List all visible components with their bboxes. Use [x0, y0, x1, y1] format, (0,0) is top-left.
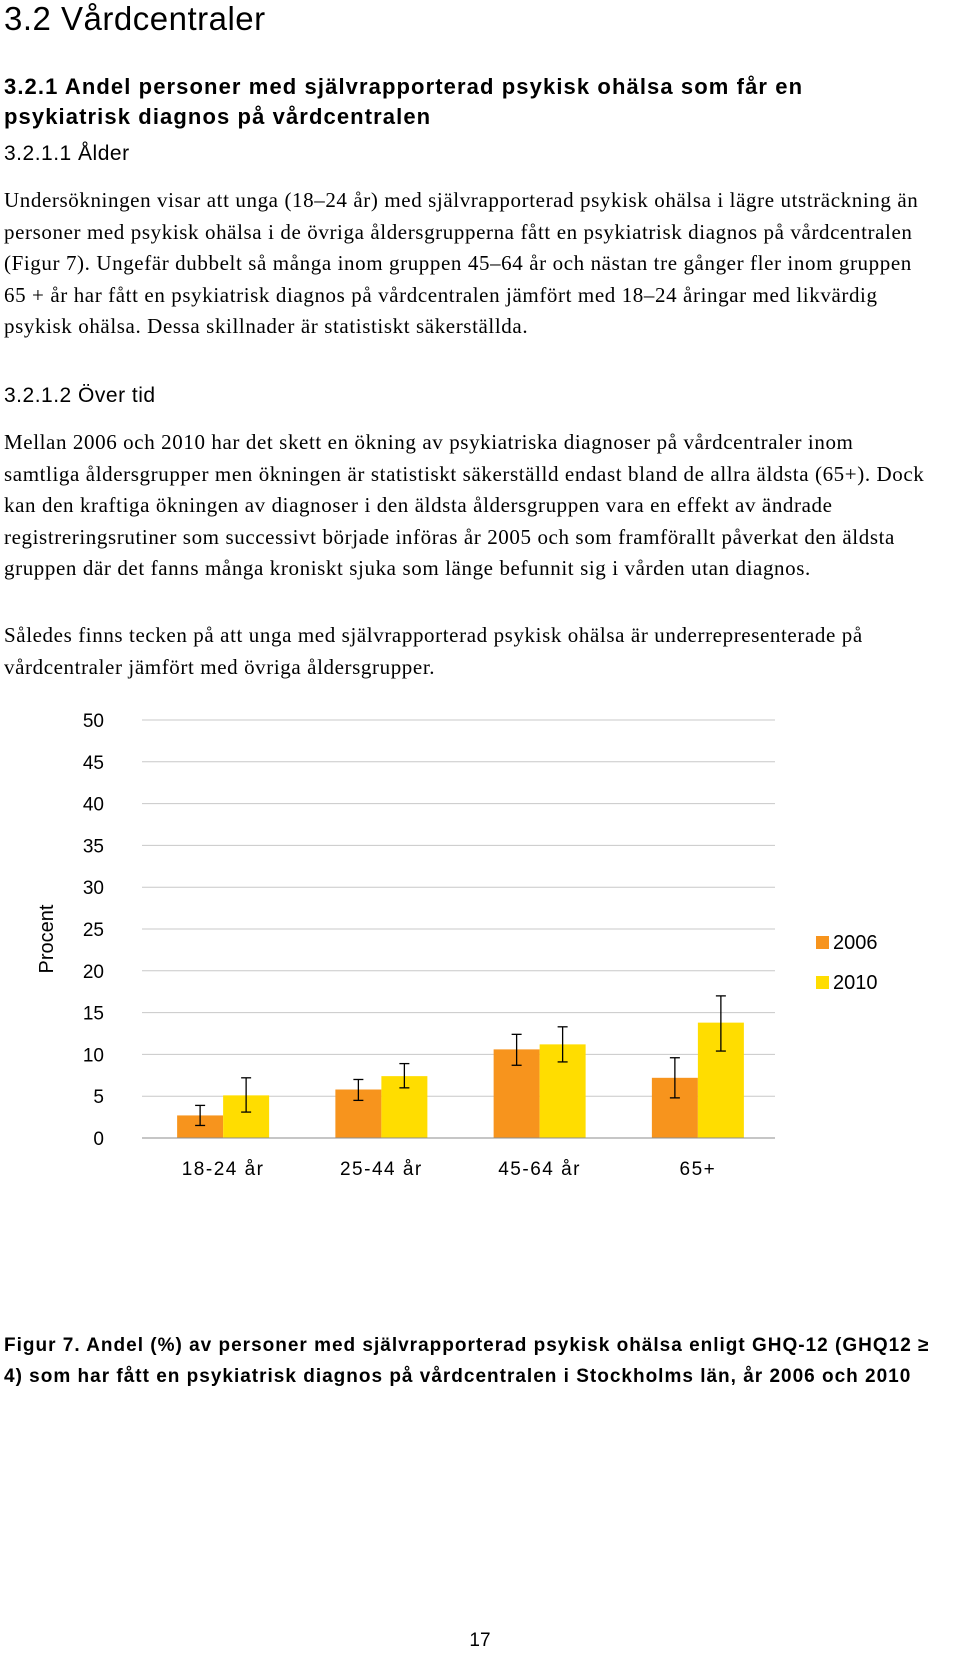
x-tick-label: 45-64 år	[498, 1159, 582, 1180]
y-tick-label: 50	[82, 711, 104, 732]
x-tick-label: 65+	[679, 1159, 717, 1180]
caption-text: Andel (%) av personer med självrapporterad psykisk ohälsa enligt GHQ-12 (GHQ12 ≥ 4) som har fått en psykiatrisk diagnos på vårdcentralen i Stockholms län, år 2006 och 2010	[4, 1335, 930, 1387]
x-tick-label: 25-44 år	[339, 1159, 423, 1180]
y-tick-label: 45	[82, 752, 104, 774]
y-tick-label: 20	[82, 961, 104, 983]
section-title: 3.2 Vårdcentraler	[4, 0, 266, 37]
age-paragraph: Undersökningen visar att unga (18–24 år) med självrapporterad psykisk ohälsa i lägre utsträckning än personer med psykisk ohälsa i de övriga åldersgrupperna fått en psykiatrisk diagnos på vårdcentralen (Figur 7). Ungefär dubbelt så många inom gruppen 45–64 år och nästan tre gånger fler inom gruppen 65 + år har fått en psykiatrisk diagnos på vårdcentralen jämfört med 18–24 åringar med likvärdig psykisk ohälsa. Dessa skillnader är statistiskt säkerställda.	[4, 188, 919, 338]
time-paragraph: Mellan 2006 och 2010 har det skett en ökning av psykiatriska diagnoser på vårdcentraler inom samtliga åldersgrupper men ökningen är statistiskt säkerställd endast bland de allra äldsta (65+). Dock kan den kraftiga ökningen av diagnoser i den äldsta åldersgruppen vara en effekt av ändrade registreringsrutiner som successivt började införas år 2005 och som framförallt påverkat den äldsta gruppen där det fanns många kroniskt sjuka som länge befunnit sig i vården utan diagnos.	[4, 430, 925, 580]
caption-label: Figur 7.	[4, 1335, 81, 1356]
y-tick-label: 40	[82, 794, 104, 816]
y-axis-label: Procent	[36, 904, 58, 974]
legend-label: 2010	[833, 972, 878, 994]
age-heading: 3.2.1.1 Ålder	[4, 142, 130, 165]
y-tick-label: 0	[93, 1129, 104, 1150]
y-tick-label: 10	[82, 1045, 104, 1067]
y-tick-label: 30	[82, 878, 104, 900]
figure-7-chart	[0, 711, 960, 1260]
figure-caption	[4, 1330, 954, 1392]
time-heading: 3.2.1.2 Över tid	[4, 384, 156, 407]
x-tick-label: 18-24 år	[181, 1159, 265, 1180]
bar-chart	[0, 711, 960, 1260]
legend-swatch	[816, 976, 829, 989]
subsection-title: 3.2.1 Andel personer med självrapporterad psykisk ohälsa som får en psykiatrisk diagnos på vårdcentralen	[4, 74, 804, 129]
legend-swatch	[816, 936, 829, 949]
y-tick-label: 15	[82, 1003, 104, 1025]
y-tick-label: 5	[93, 1087, 104, 1109]
y-tick-label: 35	[82, 836, 104, 858]
y-tick-label: 25	[82, 920, 104, 941]
legend-label: 2006	[833, 932, 878, 954]
conclusion-paragraph: Således finns tecken på att unga med självrapporterad psykisk ohälsa är underrepresenterade på vårdcentraler jämfört med övriga åldersgrupper.	[4, 623, 863, 679]
page-number: 17	[469, 1630, 491, 1651]
